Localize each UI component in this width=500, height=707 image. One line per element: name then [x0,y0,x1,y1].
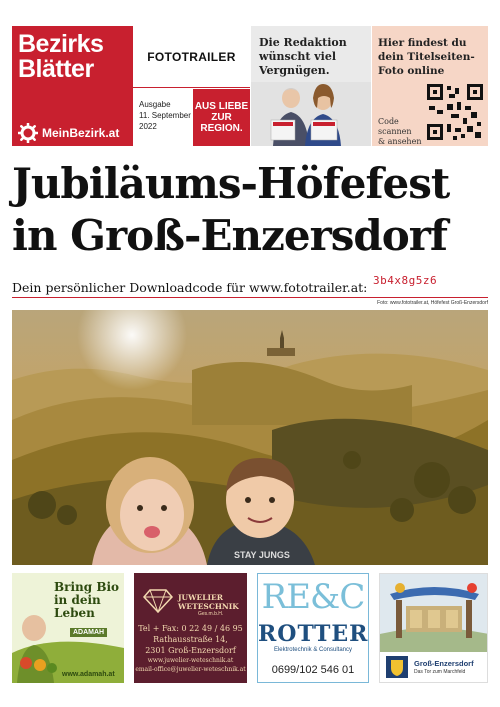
ad-adamah-url[interactable]: www.adamah.at [62,671,115,678]
titelseite-text: Hier findest du dein Titelseiten- Foto online [378,37,475,77]
ad-juwelier-sub: Ges.m.b.H. [198,611,224,617]
ad-rec-logo: RE&C [261,577,365,617]
ad-adamah[interactable] [12,573,124,683]
bezirksblaetter-logo [12,26,133,146]
ad-rec-name: ROTTER [258,621,369,647]
scan-hint: Code scannen & ansehen [378,117,422,146]
cover-photo [12,310,488,565]
redaktion-photo [251,82,371,146]
ad-juwelier[interactable] [134,573,247,683]
ad-city-name: Groß-Enzersdorf [414,659,474,668]
ad-rec-phone[interactable]: 0699/102 546 01 [271,664,355,676]
qr-code-icon[interactable] [427,84,483,140]
download-text: Dein persönlicher Downloadcode für www.fototrailer.at: [12,280,368,295]
ad-juwelier-name: JUWELIER WETESCHNIK [178,593,239,611]
svg-text:STAY JUNGS: STAY JUNGS [234,550,290,560]
ad-city-tagline: Das Tor zum Marchfeld [414,669,466,675]
diamond-icon [142,589,174,613]
ad-rec-sub: Elektrotechnik & Consultancy [273,647,353,653]
divider [12,297,488,298]
brand-name: Bezirks Blätter [18,30,104,83]
meinbezirk-link[interactable]: MeinBezirk.at [18,123,119,143]
ad-juwelier-contact: Tel + Fax: 0 22 49 / 46 95 Rathausstraße 14, 2301 Groß-Enzersdorf www.juwelier-weteschnik.at email-office@juwelier-weteschnik.at [135,624,246,673]
photo-credit: Foto: www.fototrailer.at, Höfefest Groß-Enzersdorf [377,300,488,306]
ad-gross-enzersdorf[interactable] [379,573,488,683]
ad-adamah-brand: ADAMAH [70,628,107,637]
redaktion-box [251,26,371,146]
page-title: Jubiläums-Höfefest in Groß-Enzersdorf [12,159,450,260]
aus-liebe-badge: AUS LIEBE ZUR REGION. [193,89,250,146]
ad-rec-rotter[interactable] [257,573,369,683]
fototrailer-label: FOTOTRAILER [133,26,250,88]
redaktion-text: Die Redaktion wünscht viel Vergnügen. [259,36,347,77]
edition-info: Ausgabe 11. September 2022 [139,100,191,131]
meinbezirk-icon [18,123,38,143]
ad-adamah-slogan: Bring Bio in dein Leben [54,580,120,620]
titelseite-box [372,26,488,146]
download-code: 3b4x8g5z6 [373,274,438,287]
